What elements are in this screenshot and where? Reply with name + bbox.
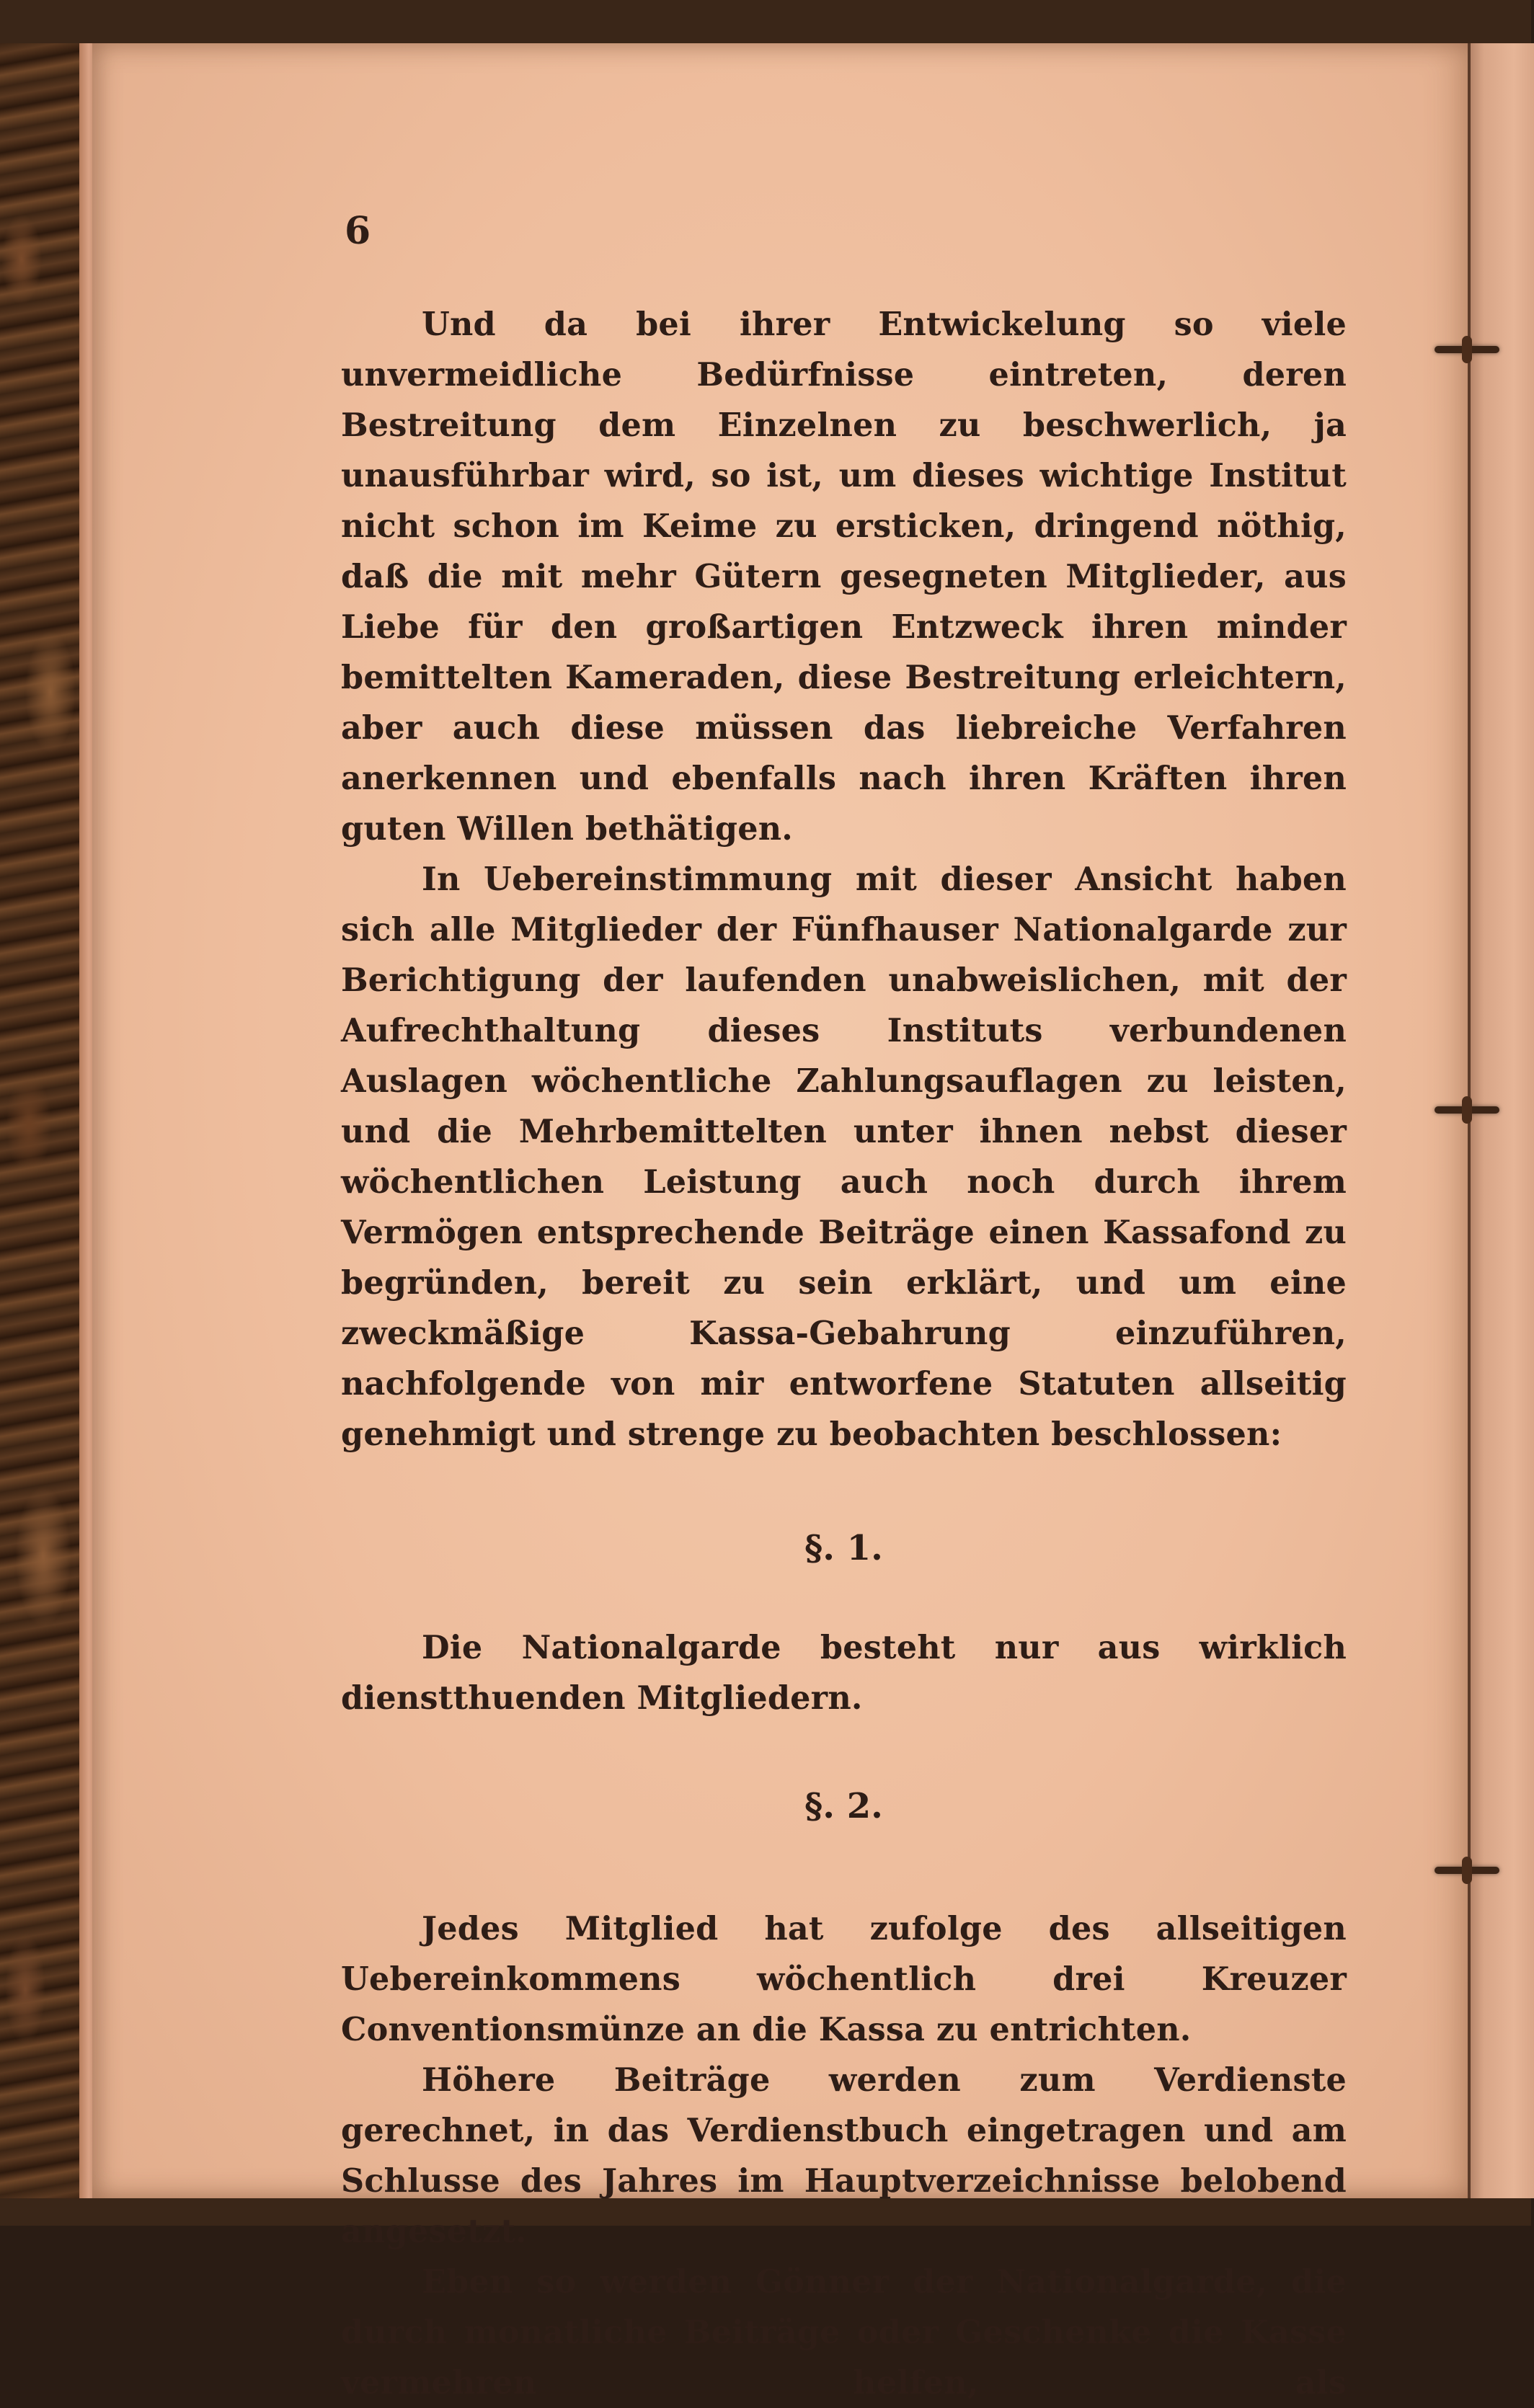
section-heading-2: §. 2. [804, 1786, 883, 1826]
intro-paragraph-1: Und da bei ihrer Entwickelung so viele unvermeidliche Bedürfnisse eintreten, deren Bestreitung dem Einzelnen zu beschwerlich, ja unausführbar wird, so ist, um dieses wichtige Institut nicht schon im Keime zu ersticken, dringend nöthig, daß die mit mehr Gütern gesegneten Mitglieder, aus Liebe für den großartigen Entzweck ihren minder bemittelten Kameraden, diese Bestreitung erleichtern, aber auch diese müssen das liebreiche Verfahren anerkennen und ebenfalls nach ihren Kräften ihren guten Willen bethätigen. [341, 306, 1347, 848]
binding-stitch-middle [1435, 1106, 1499, 1114]
page-text-column [341, 299, 1347, 2408]
page-number: 6 [345, 209, 371, 253]
section-1-paragraph: Die Nationalgarde besteht nur aus wirklich dienstthuenden Mitgliedern. [341, 1629, 1347, 1717]
section-heading-1: §. 1. [804, 1528, 883, 1568]
book-page [92, 43, 1468, 2402]
facing-page-edge [1468, 43, 1534, 2198]
section-2-paragraph-2: Höhere Beiträge werden zum Verdienste gerechnet, in das Verdienstbuch eingetragen und am Schlusse des Jahres im Hauptverzeichnisse belobend angesetzt. [341, 2061, 1347, 2250]
intro-paragraph-2: In Uebereinstimmung mit dieser Ansicht haben sich alle Mitglieder der Fünfhauser Nationalgarde zur Berichtigung der laufenden unabweislichen, mit der Aufrechthaltung dieses Instituts verbundenen Auslagen wöchentliche Zahlungsauflagen zu leisten, und die Mehrbemittelten unter ihnen nebst dieser wöchentlichen Leistung auch noch durch ihrem Vermögen entsprechende Beiträge einen Kassafond zu begründen, bereit zu sein erklärt, und um eine zweckmäßige Kassa-Gebahrung einzuführen, nachfolgende von mir entworfene Statuten allseitig genehmigt und strenge zu beobachten beschlossen: [341, 861, 1347, 1453]
binding-stitch-bottom [1435, 1867, 1499, 1874]
section-2-paragraph-1: Jedes Mitglied hat zufolge des allseitigen Uebereinkommens wöchentlich drei Kreuzer Conventionsmünze an die Kassa zu entrichten. [341, 1910, 1347, 2048]
binding-stitch-top [1435, 346, 1499, 353]
section-2-paragraph-3: Eben so werden Gönner der Nationalgarde, die durch monatliche Beiträge oder Geschenke die Kasse vermehren helfen, als [341, 2263, 1347, 2402]
marbled-cover-binding [0, 43, 84, 2198]
